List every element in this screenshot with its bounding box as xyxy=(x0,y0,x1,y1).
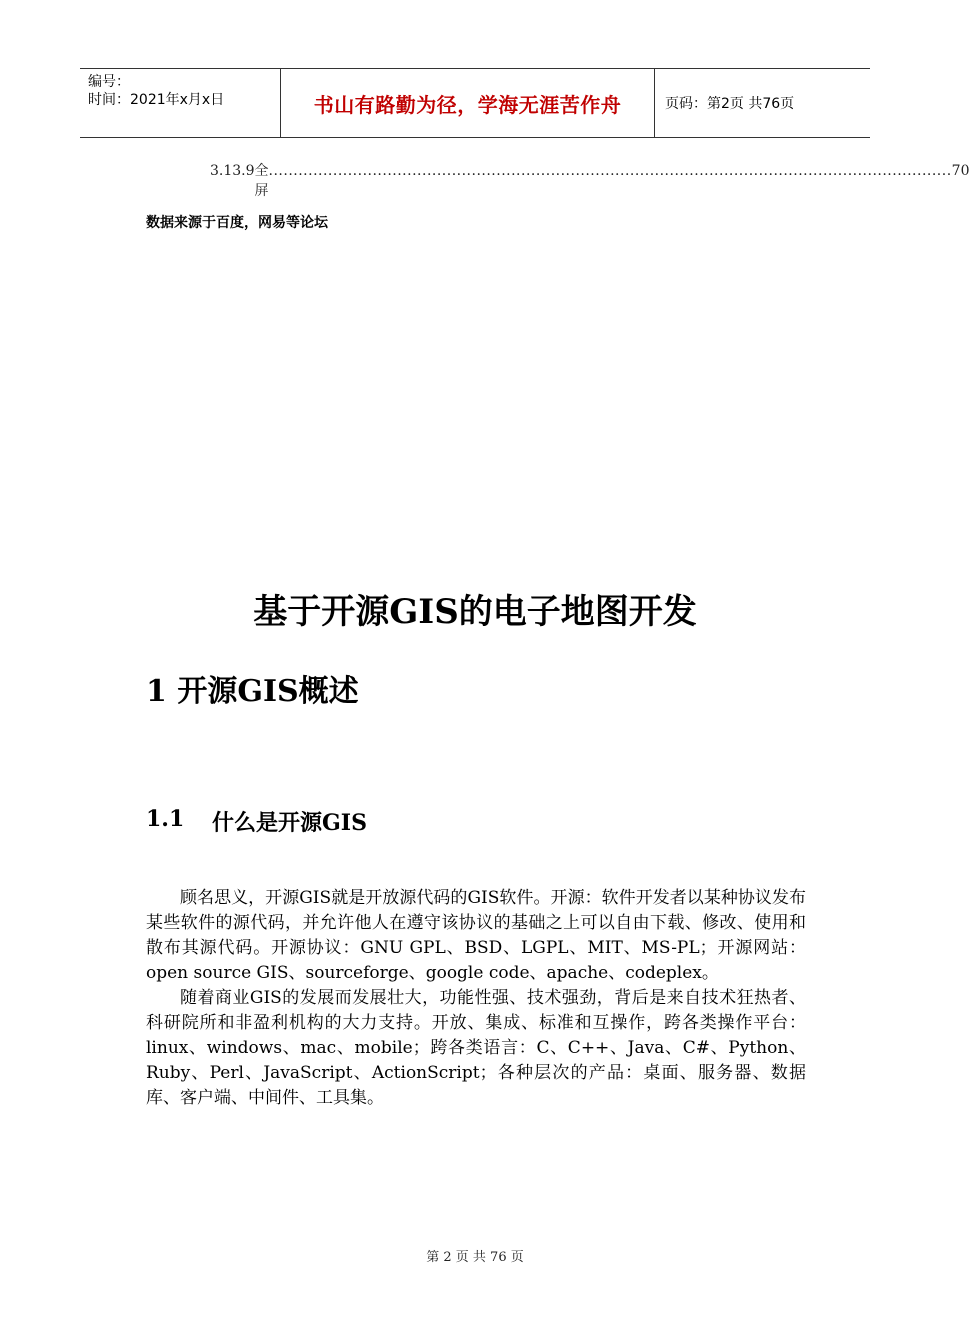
page-header xyxy=(80,68,870,138)
header-meta xyxy=(80,69,280,137)
section-1-heading: 1 开源GIS概述 xyxy=(146,674,359,709)
section-1-1-heading xyxy=(146,806,367,837)
header-number-label: 编号： xyxy=(88,74,130,90)
section-1-1-title: 什么是开源GIS xyxy=(212,810,367,836)
section-1-1-number: 1.1 xyxy=(146,806,185,832)
paragraph-2: 随着商业GIS的发展而发展壮大，功能性强、技术强劲，背后是来自技术狂热者、科研院所和非盈利机构的大力支持。开放、集成、标准和互操作，跨各类操作平台：linux、windows、mac、mobile；跨各类语言：C、C++、Java、C#、Python、Ruby、Perl、JavaScript、ActionScript；各种层次的产品：桌面、服务器、数据库、客户端、中间件、工具集。 xyxy=(146,988,806,1108)
toc-entry-page: 70 xyxy=(951,163,970,179)
toc-entry[interactable] xyxy=(210,160,970,200)
source-note: 数据来源于百度，网易等论坛 xyxy=(146,215,328,231)
toc-entry-number: 3.13.9 xyxy=(210,163,255,179)
header-date: 时间：2021年x月x日 xyxy=(88,92,225,108)
paragraph-1: 顾名思义，开源GIS就是开放源代码的GIS软件。开源：软件开发者以某种协议发布某些软件的源代码，并允许他人在遵守该协议的基础之上可以自由下载、修改、使用和散布其源代码。开源协议：GNU GPL、BSD、LGPL、MIT、MS-PL；开源网站：open source GIS、sourceforge、google code、apache、codeplex。 xyxy=(146,888,806,983)
toc-entry-leader: .......................................................................................................................................... xyxy=(268,163,952,179)
body-text xyxy=(146,886,806,1111)
page-footer: 第 2 页 共 76 页 xyxy=(426,1250,524,1265)
document-title: 基于开源GIS的电子地图开发 xyxy=(253,592,697,632)
header-motto: 书山有路勤为径，学海无涯苦作舟 xyxy=(280,69,655,137)
toc-entry-title: 全屏 xyxy=(254,163,269,199)
header-page-info: 页码：第2页 共76页 xyxy=(665,96,795,112)
